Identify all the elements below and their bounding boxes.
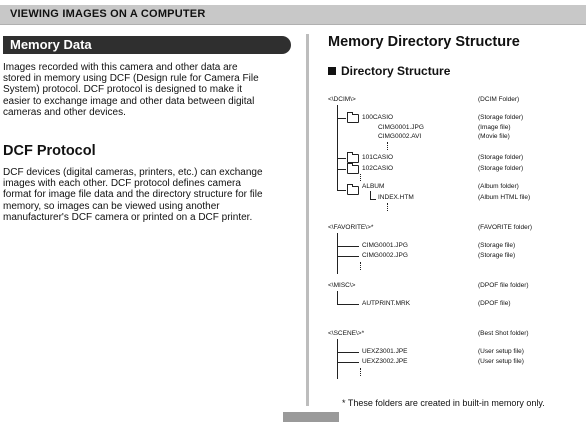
- desc-dcim: (DCIM Folder): [478, 96, 520, 103]
- tree-dcim: <\DCIM\>: [328, 96, 356, 103]
- folder-icon: [347, 165, 359, 174]
- tree-misc: <\MISC\>: [328, 282, 356, 289]
- memory-data-line: stored in memory using DCF (Design rule for Camera File: [3, 73, 259, 85]
- memory-data-line: System) protocol. DCF protocol is designed to make it: [3, 84, 242, 96]
- dcf-protocol-line: format for image file data and the directory structure for file: [3, 189, 263, 201]
- memory-data-line: cameras and other devices.: [3, 106, 126, 118]
- directory-structure-label: Directory Structure: [341, 64, 451, 78]
- tree-fav-file-1: CIMG0001.JPG: [362, 242, 408, 249]
- dcf-protocol-line: DCF devices (digital cameras, printers, etc.) can exchange: [3, 167, 263, 178]
- tree-line: [337, 169, 346, 170]
- tree-line: [337, 233, 338, 274]
- desc-index: (Album HTML file): [478, 194, 531, 201]
- tree-line: [337, 256, 359, 257]
- tree-scene: <\SCENE\>*: [328, 330, 365, 337]
- memory-data-line: Images recorded with this camera and other data are: [3, 62, 238, 73]
- tree-file-2: CIMG0002.AVI: [378, 133, 422, 140]
- desc-101casio: (Storage folder): [478, 154, 524, 161]
- tree-line: [337, 291, 338, 304]
- tree-file-1: CIMG0001.JPG: [378, 124, 424, 131]
- desc-fav-file-2: (Storage file): [478, 252, 516, 259]
- tree-fav-file-2: CIMG0002.JPG: [362, 252, 408, 259]
- tree-line: [370, 199, 376, 200]
- page-number-tab: [283, 412, 339, 422]
- tree-line: [337, 158, 346, 159]
- tree-index: INDEX.HTM: [378, 194, 414, 201]
- desc-scene-file-2: (User setup file): [478, 358, 524, 365]
- page-header-title: VIEWING IMAGES ON A COMPUTER: [10, 8, 206, 20]
- desc-scene-file-1: (User setup file): [478, 348, 524, 355]
- tree-102casio: 102CASIO: [362, 165, 394, 172]
- tree-line: [337, 246, 359, 247]
- tree-ellipsis: [387, 203, 388, 211]
- tree-line: [337, 339, 338, 379]
- desc-misc: (DPOF file folder): [478, 282, 529, 289]
- tree-scene-file-2: UEXZ3002.JPE: [362, 358, 408, 365]
- desc-100casio: (Storage folder): [478, 114, 524, 121]
- tree-autprint: AUTPRINT.MRK: [362, 300, 411, 307]
- tree-line: [337, 118, 346, 119]
- tree-ellipsis: [360, 262, 361, 270]
- memory-directory-title: Memory Directory Structure: [328, 34, 520, 50]
- tree-album: ALBUM: [362, 183, 385, 190]
- tree-line: [337, 352, 359, 353]
- desc-102casio: (Storage folder): [478, 165, 524, 172]
- folder-icon: [347, 154, 359, 163]
- tree-ellipsis: [360, 368, 361, 376]
- desc-fav-file-1: (Storage file): [478, 242, 516, 249]
- desc-autprint: (DPOF file): [478, 300, 511, 307]
- memory-data-line: easier to exchange image and other data between digital: [3, 95, 255, 107]
- desc-album: (Album folder): [478, 183, 519, 190]
- tree-line: [337, 362, 359, 363]
- desc-scene: (Best Shot folder): [478, 330, 529, 337]
- tree-ellipsis: [360, 174, 361, 181]
- folder-icon: [347, 186, 359, 195]
- desc-file-2: (Movie file): [478, 133, 510, 140]
- dcf-protocol-title: DCF Protocol: [3, 143, 96, 159]
- tree-101casio: 101CASIO: [362, 154, 394, 161]
- tree-line: [337, 304, 359, 305]
- tree-ellipsis: [387, 142, 388, 150]
- tree-line: [337, 190, 346, 191]
- tree-favorite: <\FAVORITE\>*: [328, 224, 374, 231]
- dcf-protocol-line: images with each other. DCF protocol defines camera: [3, 178, 241, 190]
- folder-icon: [347, 114, 359, 123]
- dcf-protocol-line: manufacturer's DCF camera or printed on a DCF printer.: [3, 211, 253, 223]
- dcf-protocol-line: memory, so images can be viewed using another: [3, 200, 220, 212]
- tree-100casio: 100CASIO: [362, 114, 394, 121]
- memory-data-title: Memory Data: [10, 37, 92, 52]
- footnote: * These folders are created in built-in memory only.: [342, 398, 545, 408]
- desc-favorite: (FAVORITE folder): [478, 224, 533, 231]
- desc-file-1: (Image file): [478, 124, 511, 131]
- tree-scene-file-1: UEXZ3001.JPE: [362, 348, 408, 355]
